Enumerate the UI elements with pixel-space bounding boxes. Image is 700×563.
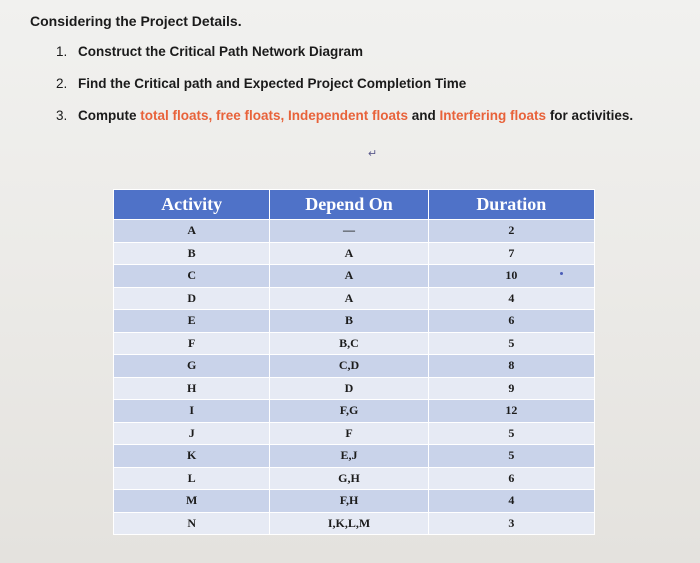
activity-cell: I: [114, 400, 270, 423]
table-row: [114, 287, 595, 310]
task-text-suffix: for activities.: [546, 108, 634, 123]
task-text-prefix: Compute: [78, 108, 141, 123]
task-text-middle: and: [408, 108, 440, 123]
depend-on-cell: A: [270, 242, 428, 265]
activity-cell: J: [114, 422, 270, 445]
table-row: [114, 467, 595, 490]
table-row: [114, 422, 595, 445]
highlighted-float-types: total floats, free floats, Independent floats: [140, 108, 409, 123]
header-activity: Activity: [114, 190, 270, 220]
duration-cell: 2: [428, 220, 594, 243]
header-duration: Duration: [428, 190, 594, 220]
table-row: [114, 512, 595, 535]
table-row: [114, 377, 595, 400]
depend-on-cell: F: [270, 422, 428, 445]
task-item-1: [56, 44, 633, 76]
activity-cell: C: [114, 265, 270, 288]
duration-cell: 10: [428, 265, 594, 288]
table-row: [114, 242, 595, 265]
depend-on-cell: I,K,L,M: [270, 512, 428, 535]
highlighted-interfering-floats: Interfering floats: [439, 108, 547, 123]
depend-on-cell: D: [270, 377, 428, 400]
task-text: Construct the Critical Path Network Diagram: [78, 44, 364, 59]
stray-dot: [560, 272, 563, 275]
depend-on-cell: —: [270, 220, 428, 243]
task-item-3: [56, 108, 633, 140]
depend-on-cell: G,H: [270, 467, 428, 490]
activity-cell: A: [114, 220, 270, 243]
table-row: [114, 310, 595, 333]
duration-cell: 6: [428, 467, 594, 490]
task-item-2: [56, 76, 633, 108]
activity-cell: H: [114, 377, 270, 400]
activity-cell: K: [114, 445, 270, 468]
page-heading: Considering the Project Details.: [30, 13, 242, 29]
table-row: [114, 445, 595, 468]
table-row: [114, 220, 595, 243]
duration-cell: 9: [428, 377, 594, 400]
depend-on-cell: A: [270, 265, 428, 288]
depend-on-cell: C,D: [270, 355, 428, 378]
duration-cell: 12: [428, 400, 594, 423]
task-number: 2.: [56, 76, 68, 91]
table-row: [114, 400, 595, 423]
activity-cell: B: [114, 242, 270, 265]
duration-cell: 4: [428, 287, 594, 310]
table-header-row: [114, 190, 595, 220]
table-body: [114, 220, 595, 535]
duration-cell: 5: [428, 332, 594, 355]
duration-cell: 6: [428, 310, 594, 333]
table-row: [114, 265, 595, 288]
activity-table: [113, 189, 595, 535]
duration-cell: 4: [428, 490, 594, 513]
duration-cell: 8: [428, 355, 594, 378]
activity-cell: G: [114, 355, 270, 378]
activity-cell: L: [114, 467, 270, 490]
duration-cell: 5: [428, 445, 594, 468]
duration-cell: 7: [428, 242, 594, 265]
activity-cell: M: [114, 490, 270, 513]
depend-on-cell: F,H: [270, 490, 428, 513]
depend-on-cell: F,G: [270, 400, 428, 423]
task-text: Find the Critical path and Expected Project Completion Time: [78, 76, 467, 91]
table-row: [114, 490, 595, 513]
depend-on-cell: B: [270, 310, 428, 333]
duration-cell: 5: [428, 422, 594, 445]
activity-cell: N: [114, 512, 270, 535]
task-list: [56, 44, 633, 140]
table-row: [114, 355, 595, 378]
activity-cell: F: [114, 332, 270, 355]
task-number: 1.: [56, 44, 68, 59]
task-number: 3.: [56, 108, 68, 123]
header-depend-on: Depend On: [270, 190, 428, 220]
cursor-icon: ↵: [368, 148, 378, 160]
activity-cell: D: [114, 287, 270, 310]
activity-table-container: [113, 189, 595, 535]
depend-on-cell: E,J: [270, 445, 428, 468]
depend-on-cell: B,C: [270, 332, 428, 355]
table-row: [114, 332, 595, 355]
depend-on-cell: A: [270, 287, 428, 310]
activity-cell: E: [114, 310, 270, 333]
duration-cell: 3: [428, 512, 594, 535]
